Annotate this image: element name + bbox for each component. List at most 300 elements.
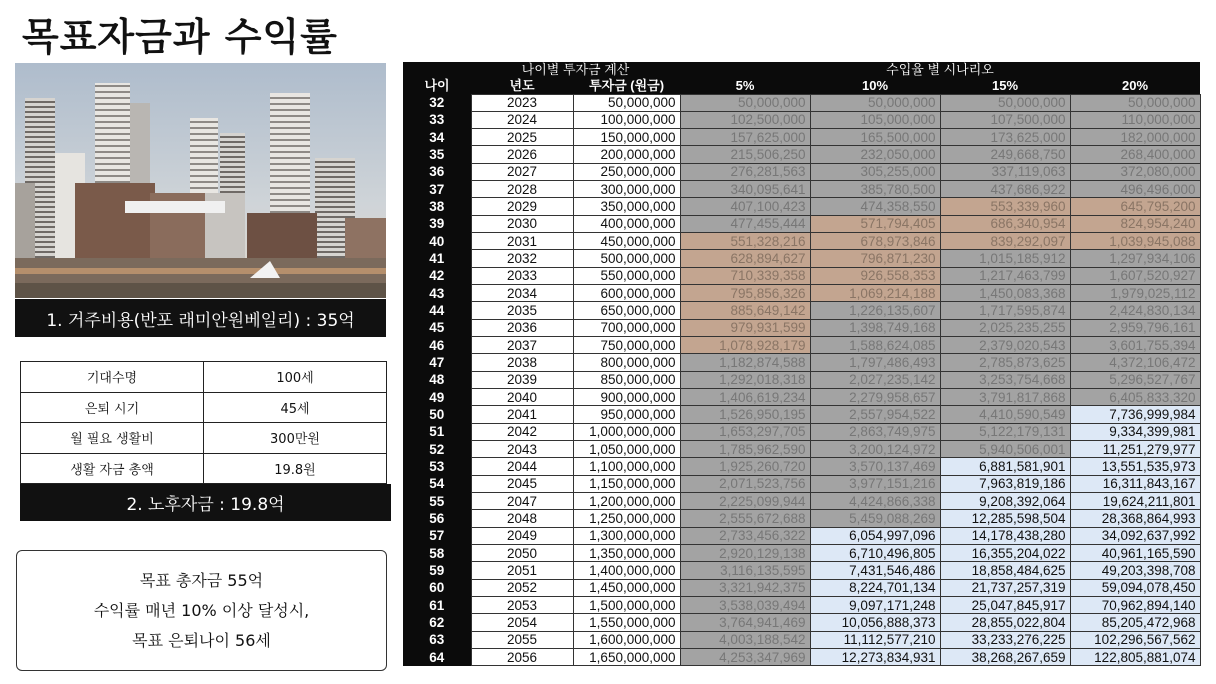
scenario-10pct-cell: 3,570,137,469 [810,458,940,475]
retirement-fund-caption: 2. 노후자금 : 19.8억 [20,484,391,521]
scenario-15pct-cell: 14,178,438,280 [940,527,1070,544]
scenario-10pct-cell: 1,069,214,188 [810,285,940,302]
table-row [403,181,1200,198]
scenario-15pct-cell: 5,122,179,131 [940,423,1070,440]
scenario-15pct-cell: 1,717,595,874 [940,302,1070,319]
age-cell: 34 [403,129,471,146]
table-row [403,337,1200,354]
principal-cell: 1,550,000,000 [573,614,680,631]
principal-cell: 1,450,000,000 [573,579,680,596]
year-cell: 2047 [471,493,573,510]
table-row [21,453,387,484]
info-value: 100세 [204,362,387,393]
scenario-20pct-cell: 9,334,399,981 [1070,423,1200,440]
scenario-5pct-cell: 157,625,000 [680,129,810,146]
principal-cell: 250,000,000 [573,163,680,180]
scenario-10pct-cell: 385,780,500 [810,181,940,198]
year-cell: 2039 [471,371,573,388]
age-cell: 48 [403,371,471,388]
age-cell: 53 [403,458,471,475]
year-cell: 2049 [471,527,573,544]
scenario-15pct-cell: 50,000,000 [940,94,1070,111]
scenario-10pct-cell: 305,255,000 [810,163,940,180]
scenario-20pct-cell: 6,405,833,320 [1070,389,1200,406]
scenario-5pct-cell: 979,931,599 [680,319,810,336]
age-cell: 33 [403,111,471,128]
age-cell: 35 [403,146,471,163]
table-row [403,267,1200,284]
scenario-15pct-cell: 107,500,000 [940,111,1070,128]
table-row [403,458,1200,475]
group-header-investment: 나이별 투자금 계산 [471,62,680,78]
principal-cell: 1,000,000,000 [573,423,680,440]
scenario-20pct-cell: 40,961,165,590 [1070,545,1200,562]
principal-cell: 650,000,000 [573,302,680,319]
year-cell: 2051 [471,562,573,579]
scenario-10pct-cell: 4,424,866,338 [810,493,940,510]
year-cell: 2024 [471,111,573,128]
scenario-5pct-cell: 102,500,000 [680,111,810,128]
scenario-10pct-cell: 11,112,577,210 [810,631,940,648]
principal-cell: 600,000,000 [573,285,680,302]
scenario-5pct-cell: 795,856,326 [680,285,810,302]
scenario-20pct-cell: 19,624,211,801 [1070,493,1200,510]
scenario-10pct-cell: 1,588,624,085 [810,337,940,354]
principal-cell: 850,000,000 [573,371,680,388]
year-cell: 2050 [471,545,573,562]
table-row [403,233,1200,250]
year-cell: 2044 [471,458,573,475]
scenario-20pct-cell: 16,311,843,167 [1070,475,1200,492]
scenario-20pct-cell: 372,080,000 [1070,163,1200,180]
page-title: 목표자금과 수익률 [22,15,338,59]
principal-cell: 300,000,000 [573,181,680,198]
age-cell: 61 [403,597,471,614]
table-row [21,423,387,454]
age-cell: 52 [403,441,471,458]
table-row [21,392,387,423]
scenario-5pct-cell: 1,526,950,195 [680,406,810,423]
year-cell: 2054 [471,614,573,631]
scenario-20pct-cell: 28,368,864,993 [1070,510,1200,527]
principal-cell: 1,250,000,000 [573,510,680,527]
scenario-5pct-cell: 2,071,523,756 [680,475,810,492]
scenario-10pct-cell: 165,500,000 [810,129,940,146]
retirement-info-table [20,361,387,484]
table-row [403,597,1200,614]
age-cell: 62 [403,614,471,631]
scenario-5pct-cell: 2,555,672,688 [680,510,810,527]
principal-cell: 1,650,000,000 [573,649,680,666]
table-row [403,423,1200,440]
age-cell: 45 [403,319,471,336]
scenario-10pct-cell: 232,050,000 [810,146,940,163]
scenario-15pct-cell: 249,668,750 [940,146,1070,163]
principal-cell: 1,150,000,000 [573,475,680,492]
principal-cell: 450,000,000 [573,233,680,250]
scenario-15pct-cell: 686,340,954 [940,215,1070,232]
year-cell: 2040 [471,389,573,406]
scenario-15pct-cell: 1,450,083,368 [940,285,1070,302]
year-cell: 2038 [471,354,573,371]
age-cell: 47 [403,354,471,371]
scenario-20pct-cell: 59,094,078,450 [1070,579,1200,596]
year-cell: 2041 [471,406,573,423]
scenario-10pct-cell: 12,273,834,931 [810,649,940,666]
scenario-10pct-cell: 105,000,000 [810,111,940,128]
age-cell: 63 [403,631,471,648]
info-value: 300만원 [204,423,387,454]
principal-cell: 150,000,000 [573,129,680,146]
scenario-20pct-cell: 1,297,934,106 [1070,250,1200,267]
info-value: 45세 [204,392,387,423]
scenario-10pct-cell: 678,973,846 [810,233,940,250]
scenario-15pct-cell: 337,119,063 [940,163,1070,180]
table-body [403,94,1200,666]
scenario-5pct-cell: 2,920,129,138 [680,545,810,562]
age-cell: 50 [403,406,471,423]
year-cell: 2029 [471,198,573,215]
table-row [403,146,1200,163]
scenario-10pct-cell: 6,710,496,805 [810,545,940,562]
scenario-20pct-cell: 11,251,279,977 [1070,441,1200,458]
scenario-15pct-cell: 9,208,392,064 [940,493,1070,510]
summary-line-age: 목표 은퇴나이 56세 [132,630,271,650]
age-cell: 56 [403,510,471,527]
scenario-10pct-cell: 2,557,954,522 [810,406,940,423]
year-cell: 2033 [471,267,573,284]
table-row [403,371,1200,388]
table-row [403,354,1200,371]
scenario-15pct-cell: 2,379,020,543 [940,337,1070,354]
age-cell: 57 [403,527,471,544]
scenario-15pct-cell: 7,963,819,186 [940,475,1070,492]
scenario-20pct-cell: 34,092,637,992 [1070,527,1200,544]
scenario-15pct-cell: 6,881,581,901 [940,458,1070,475]
col-header-principal: 투자금 (원금) [573,78,680,94]
group-header-spacer [403,62,471,78]
scenario-10pct-cell: 2,279,958,657 [810,389,940,406]
scenario-10pct-cell: 7,431,546,486 [810,562,940,579]
scenario-15pct-cell: 437,686,922 [940,181,1070,198]
table-row [403,94,1200,111]
table-row [403,319,1200,336]
year-cell: 2032 [471,250,573,267]
table-row [403,111,1200,128]
table-row [403,198,1200,215]
scenario-15pct-cell: 3,791,817,868 [940,389,1070,406]
scenario-15pct-cell: 5,940,506,001 [940,441,1070,458]
scenario-15pct-cell: 4,410,590,549 [940,406,1070,423]
scenario-20pct-cell: 4,372,106,472 [1070,354,1200,371]
table-row [403,510,1200,527]
summary-line-total: 목표 총자금 55억 [139,570,264,590]
scenario-15pct-cell: 1,015,185,912 [940,250,1070,267]
scenario-10pct-cell: 3,200,124,972 [810,441,940,458]
scenario-5pct-cell: 276,281,563 [680,163,810,180]
table-row [403,527,1200,544]
age-cell: 32 [403,94,471,111]
table-row [403,389,1200,406]
age-cell: 46 [403,337,471,354]
scenario-20pct-cell: 496,496,000 [1070,181,1200,198]
principal-cell: 900,000,000 [573,389,680,406]
scenario-5pct-cell: 4,253,347,969 [680,649,810,666]
info-label: 은퇴 시기 [21,392,204,423]
scenario-5pct-cell: 3,116,135,595 [680,562,810,579]
scenario-10pct-cell: 1,226,135,607 [810,302,940,319]
scenario-5pct-cell: 3,321,942,375 [680,579,810,596]
scenario-15pct-cell: 839,292,097 [940,233,1070,250]
scenario-15pct-cell: 38,268,267,659 [940,649,1070,666]
year-cell: 2043 [471,441,573,458]
col-header-15pct: 15% [940,78,1070,94]
scenario-20pct-cell: 85,205,472,968 [1070,614,1200,631]
principal-cell: 500,000,000 [573,250,680,267]
year-cell: 2031 [471,233,573,250]
age-cell: 39 [403,215,471,232]
year-cell: 2048 [471,510,573,527]
year-cell: 2026 [471,146,573,163]
scenario-10pct-cell: 10,056,888,373 [810,614,940,631]
year-cell: 2025 [471,129,573,146]
info-label: 월 필요 생활비 [21,423,204,454]
scenario-20pct-cell: 1,607,520,927 [1070,267,1200,284]
principal-cell: 1,600,000,000 [573,631,680,648]
table-row [403,285,1200,302]
table-row [403,614,1200,631]
year-cell: 2036 [471,319,573,336]
scenario-20pct-cell: 50,000,000 [1070,94,1200,111]
scenario-15pct-cell: 12,285,598,504 [940,510,1070,527]
scenario-20pct-cell: 7,736,999,984 [1070,406,1200,423]
scenario-15pct-cell: 16,355,204,022 [940,545,1070,562]
scenario-10pct-cell: 9,097,171,248 [810,597,940,614]
scenario-20pct-cell: 5,296,527,767 [1070,371,1200,388]
year-cell: 2030 [471,215,573,232]
scenario-10pct-cell: 50,000,000 [810,94,940,111]
apartment-photo [15,63,386,298]
age-cell: 49 [403,389,471,406]
scenario-5pct-cell: 1,785,962,590 [680,441,810,458]
col-header-5pct: 5% [680,78,810,94]
year-cell: 2045 [471,475,573,492]
scenario-5pct-cell: 710,339,358 [680,267,810,284]
scenario-15pct-cell: 28,855,022,804 [940,614,1070,631]
scenario-5pct-cell: 50,000,000 [680,94,810,111]
group-header-scenario: 수입율 별 시나리오 [680,62,1200,78]
table-row [403,545,1200,562]
scenario-10pct-cell: 1,797,486,493 [810,354,940,371]
scenario-5pct-cell: 1,925,260,720 [680,458,810,475]
scenario-20pct-cell: 645,795,200 [1070,198,1200,215]
year-cell: 2023 [471,94,573,111]
age-cell: 40 [403,233,471,250]
col-header-year: 년도 [471,78,573,94]
scenario-5pct-cell: 3,764,941,469 [680,614,810,631]
age-cell: 42 [403,267,471,284]
table-row [403,250,1200,267]
table-row [403,406,1200,423]
principal-cell: 550,000,000 [573,267,680,284]
year-cell: 2034 [471,285,573,302]
principal-cell: 1,350,000,000 [573,545,680,562]
info-value: 19.8원 [204,453,387,484]
scenario-20pct-cell: 3,601,755,394 [1070,337,1200,354]
scenario-20pct-cell: 1,979,025,112 [1070,285,1200,302]
scenario-20pct-cell: 824,954,240 [1070,215,1200,232]
year-cell: 2055 [471,631,573,648]
principal-cell: 1,050,000,000 [573,441,680,458]
table-row [21,362,387,393]
summary-line-return: 수익률 매년 10% 이상 달성시, [93,600,310,620]
principal-cell: 100,000,000 [573,111,680,128]
scenario-5pct-cell: 477,455,444 [680,215,810,232]
scenario-5pct-cell: 3,538,039,494 [680,597,810,614]
scenario-20pct-cell: 2,424,830,134 [1070,302,1200,319]
apartment-buildings-illustration [15,63,386,298]
principal-cell: 700,000,000 [573,319,680,336]
scenario-15pct-cell: 2,785,873,625 [940,354,1070,371]
age-cell: 41 [403,250,471,267]
scenario-5pct-cell: 1,292,018,318 [680,371,810,388]
scenario-15pct-cell: 173,625,000 [940,129,1070,146]
age-cell: 44 [403,302,471,319]
scenario-15pct-cell: 553,339,960 [940,198,1070,215]
year-cell: 2035 [471,302,573,319]
scenario-5pct-cell: 340,095,641 [680,181,810,198]
principal-cell: 800,000,000 [573,354,680,371]
scenario-5pct-cell: 551,328,216 [680,233,810,250]
year-cell: 2042 [471,423,573,440]
return-scenario-table [403,62,1201,666]
scenario-20pct-cell: 102,296,567,562 [1070,631,1200,648]
col-header-20pct: 20% [1070,78,1200,94]
age-cell: 58 [403,545,471,562]
scenario-20pct-cell: 182,000,000 [1070,129,1200,146]
principal-cell: 50,000,000 [573,94,680,111]
principal-cell: 1,400,000,000 [573,562,680,579]
scenario-5pct-cell: 4,003,188,542 [680,631,810,648]
col-header-10pct: 10% [810,78,940,94]
year-cell: 2053 [471,597,573,614]
principal-cell: 1,500,000,000 [573,597,680,614]
age-cell: 38 [403,198,471,215]
scenario-5pct-cell: 1,078,928,179 [680,337,810,354]
age-cell: 37 [403,181,471,198]
scenario-10pct-cell: 3,977,151,216 [810,475,940,492]
scenario-10pct-cell: 926,558,353 [810,267,940,284]
age-cell: 43 [403,285,471,302]
scenario-10pct-cell: 5,459,088,269 [810,510,940,527]
scenario-10pct-cell: 2,863,749,975 [810,423,940,440]
principal-cell: 400,000,000 [573,215,680,232]
age-cell: 60 [403,579,471,596]
scenario-5pct-cell: 2,225,099,944 [680,493,810,510]
table-row [403,302,1200,319]
table-row [403,649,1200,666]
scenario-10pct-cell: 1,398,749,168 [810,319,940,336]
age-cell: 51 [403,423,471,440]
age-cell: 64 [403,649,471,666]
table-row [403,562,1200,579]
table-row [403,579,1200,596]
scenario-5pct-cell: 1,182,874,588 [680,354,810,371]
principal-cell: 1,100,000,000 [573,458,680,475]
scenario-15pct-cell: 2,025,235,255 [940,319,1070,336]
year-cell: 2028 [471,181,573,198]
info-label: 생활 자금 총액 [21,453,204,484]
principal-cell: 1,200,000,000 [573,493,680,510]
scenario-5pct-cell: 1,653,297,705 [680,423,810,440]
info-label: 기대수명 [21,362,204,393]
table-row [403,163,1200,180]
scenario-15pct-cell: 1,217,463,799 [940,267,1070,284]
housing-cost-caption: 1. 거주비용(반포 래미안원베일리) : 35억 [15,299,386,337]
scenario-5pct-cell: 628,894,627 [680,250,810,267]
scenario-15pct-cell: 25,047,845,917 [940,597,1070,614]
scenario-10pct-cell: 8,224,701,134 [810,579,940,596]
scenario-20pct-cell: 49,203,398,708 [1070,562,1200,579]
scenario-15pct-cell: 21,737,257,319 [940,579,1070,596]
year-cell: 2027 [471,163,573,180]
scenario-10pct-cell: 474,358,550 [810,198,940,215]
table-row [403,441,1200,458]
principal-cell: 750,000,000 [573,337,680,354]
goal-summary-box [16,550,387,671]
table-row [403,475,1200,492]
scenario-10pct-cell: 2,027,235,142 [810,371,940,388]
principal-cell: 1,300,000,000 [573,527,680,544]
scenario-5pct-cell: 885,649,142 [680,302,810,319]
scenario-20pct-cell: 2,959,796,161 [1070,319,1200,336]
scenario-5pct-cell: 215,506,250 [680,146,810,163]
principal-cell: 350,000,000 [573,198,680,215]
scenario-15pct-cell: 33,233,276,225 [940,631,1070,648]
scenario-20pct-cell: 70,962,894,140 [1070,597,1200,614]
age-cell: 59 [403,562,471,579]
scenario-20pct-cell: 110,000,000 [1070,111,1200,128]
scenario-5pct-cell: 1,406,619,234 [680,389,810,406]
group-header-row [403,62,1200,78]
table-row [403,493,1200,510]
age-cell: 55 [403,493,471,510]
scenario-10pct-cell: 6,054,997,096 [810,527,940,544]
scenario-10pct-cell: 796,871,230 [810,250,940,267]
table-row [403,215,1200,232]
scenario-5pct-cell: 407,100,423 [680,198,810,215]
year-cell: 2056 [471,649,573,666]
year-cell: 2037 [471,337,573,354]
scenario-15pct-cell: 3,253,754,668 [940,371,1070,388]
scenario-20pct-cell: 1,039,945,088 [1070,233,1200,250]
principal-cell: 200,000,000 [573,146,680,163]
table-row [403,631,1200,648]
col-header-age: 나이 [403,78,471,94]
scenario-20pct-cell: 268,400,000 [1070,146,1200,163]
column-header-row [403,78,1200,94]
scenario-10pct-cell: 571,794,405 [810,215,940,232]
scenario-5pct-cell: 2,733,456,322 [680,527,810,544]
age-cell: 54 [403,475,471,492]
table-row [403,129,1200,146]
year-cell: 2052 [471,579,573,596]
age-cell: 36 [403,163,471,180]
principal-cell: 950,000,000 [573,406,680,423]
scenario-20pct-cell: 13,551,535,973 [1070,458,1200,475]
scenario-20pct-cell: 122,805,881,074 [1070,649,1200,666]
scenario-15pct-cell: 18,858,484,625 [940,562,1070,579]
